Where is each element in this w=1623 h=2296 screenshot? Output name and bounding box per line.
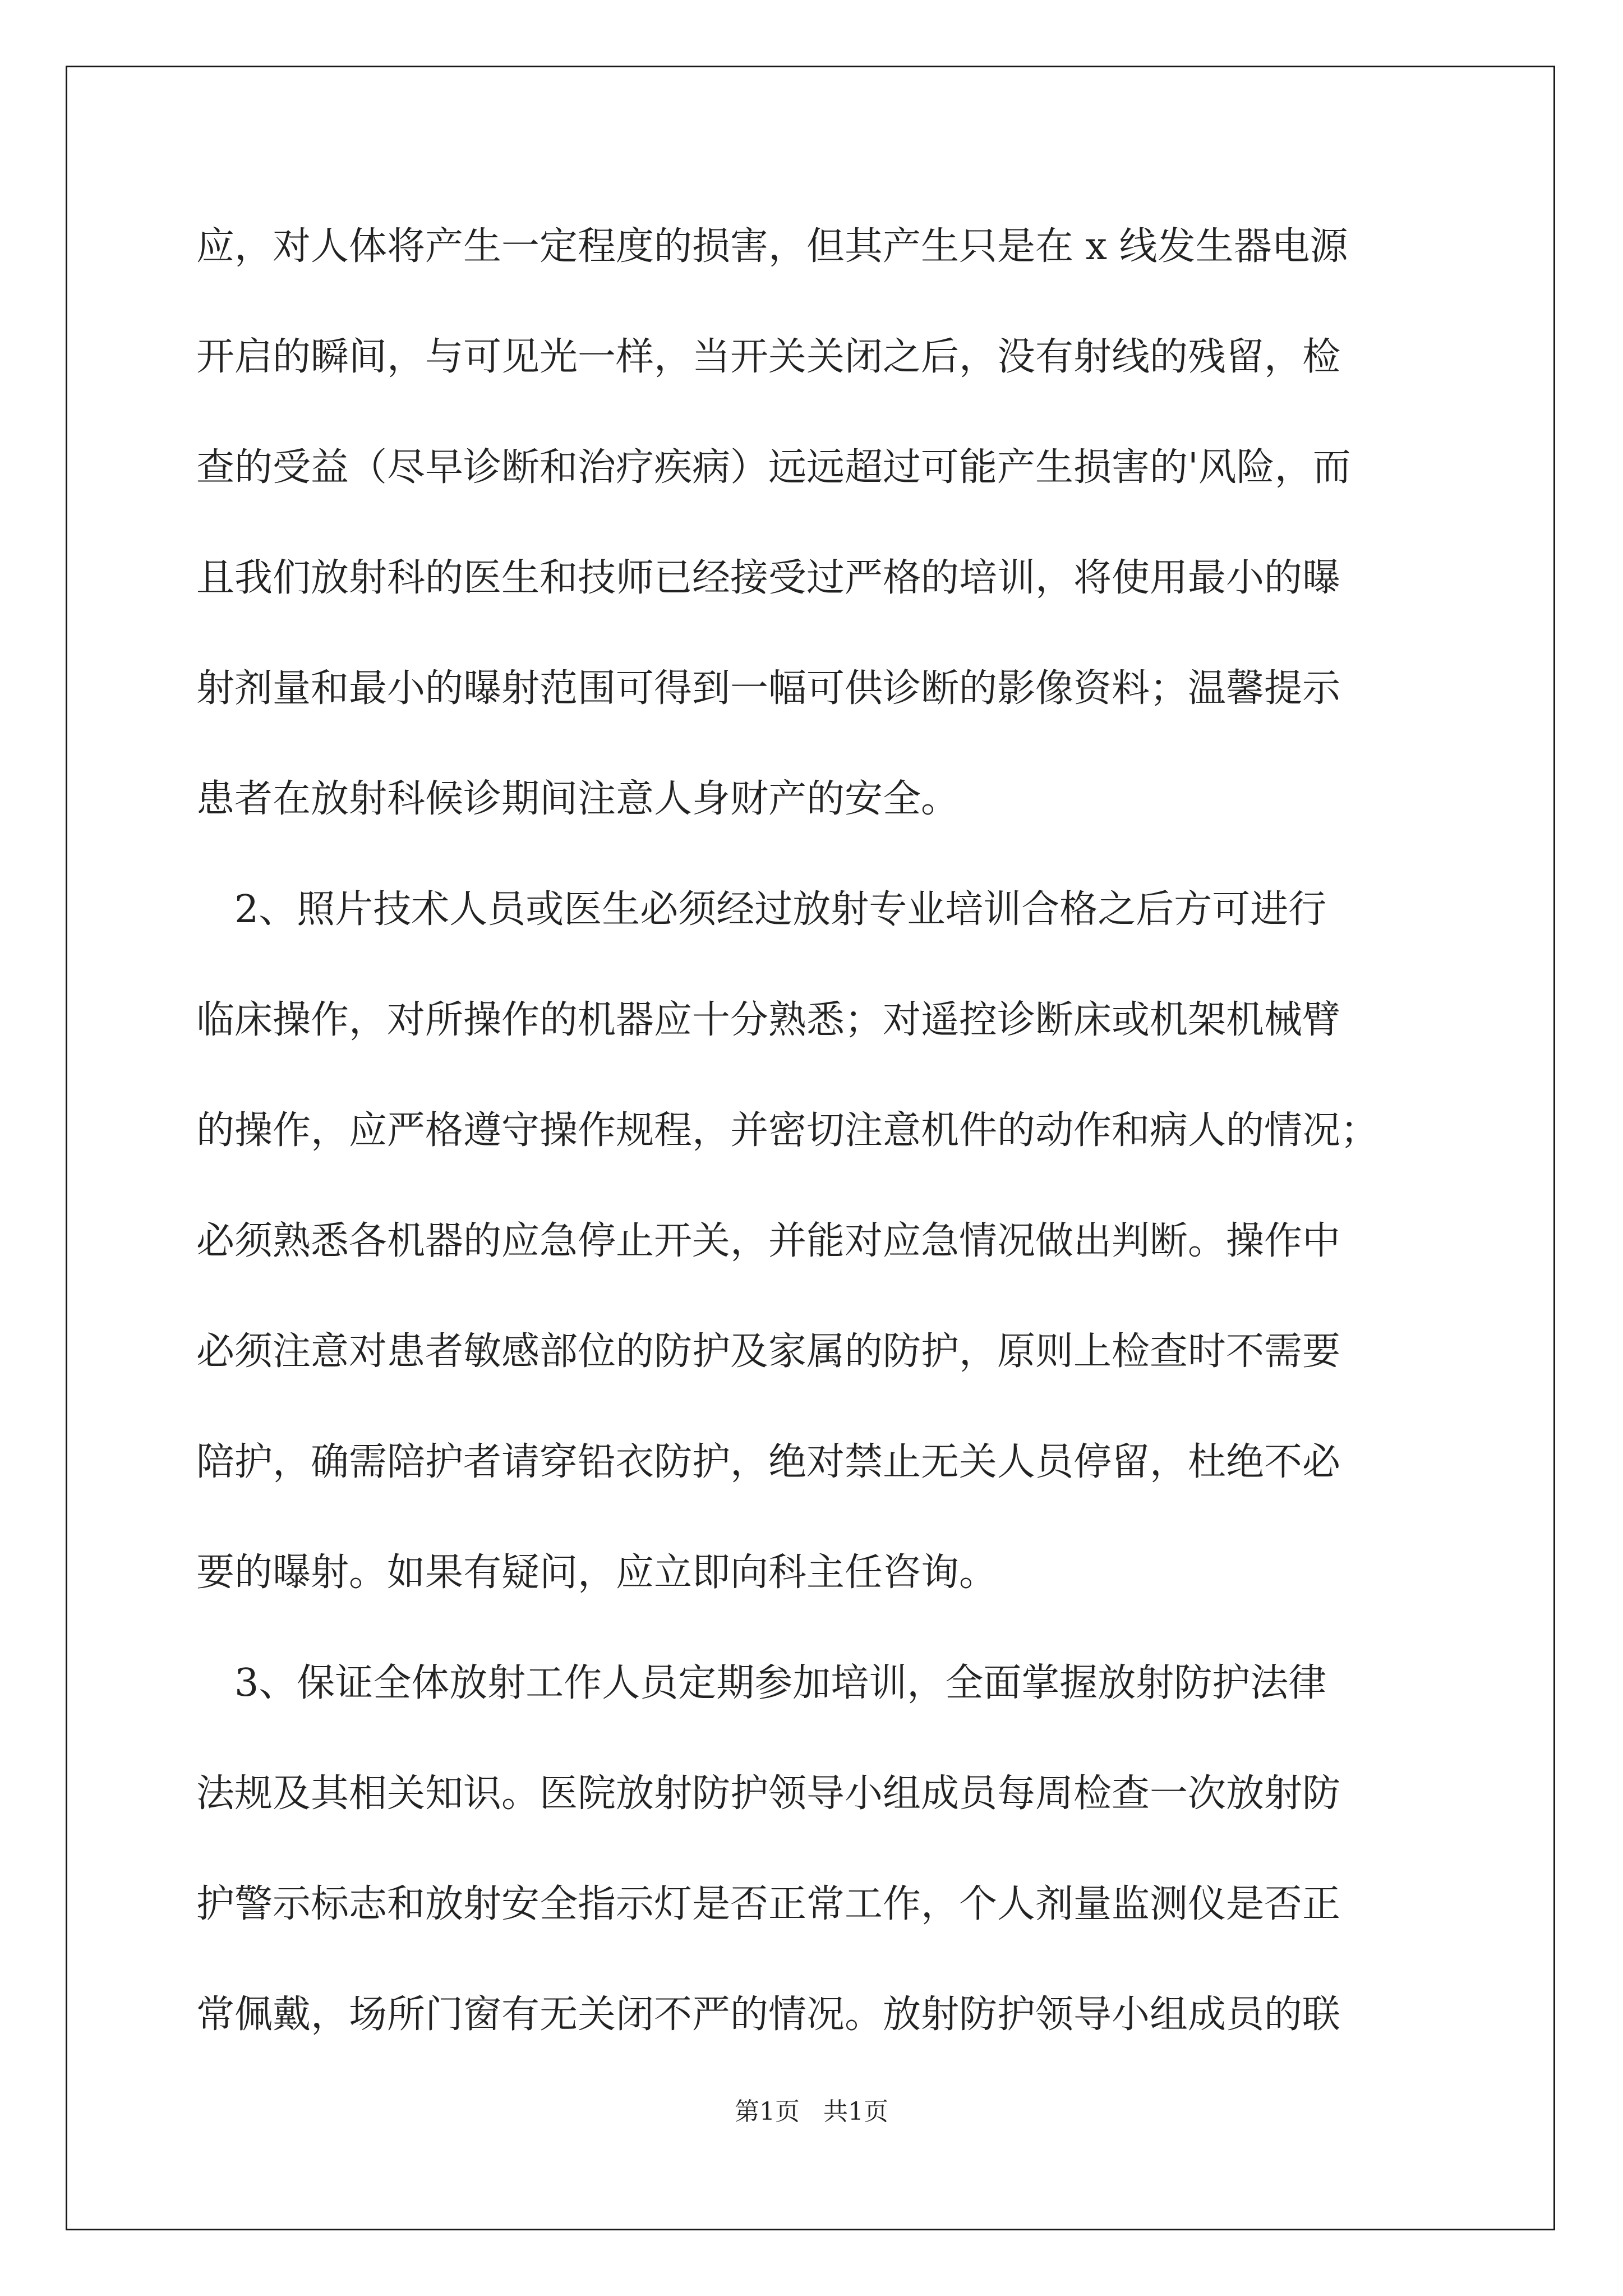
text-line: 法规及其相关知识。医院放射防护领导小组成员每周检查一次放射防 xyxy=(196,1772,1341,1816)
text-line: 常佩戴，场所门窗有无关闭不严的情况。放射防护领导小组成员的联 xyxy=(196,1993,1341,2037)
text-line: 的操作，应严格遵守操作规程，并密切注意机件的动作和病人的情况； xyxy=(196,1108,1379,1153)
text-line: 开启的瞬间，与可见光一样，当开关关闭之后，没有射线的残留，检 xyxy=(196,335,1341,379)
text-line: 3、保证全体放射工作人员定期参加培训，全面掌握放射防护法律 xyxy=(196,1661,1327,1705)
text-line: 护警示标志和放射安全指示灯是否正常工作，个人剂量监测仪是否正 xyxy=(196,1882,1341,1926)
text-line: 必须熟悉各机器的应急停止开关，并能对应急情况做出判断。操作中 xyxy=(196,1219,1341,1263)
text-line: 射剂量和最小的曝射范围可得到一幅可供诊断的影像资料；温馨提示 xyxy=(196,666,1341,711)
text-line: 要的曝射。如果有疑问，应立即向科主任咨询。 xyxy=(196,1550,998,1595)
text-line: 陪护，确需陪护者请穿铅衣防护，绝对禁止无关人员停留，杜绝不必 xyxy=(196,1440,1341,1484)
text-line: 必须注意对患者敏感部位的防护及家属的防护，原则上检查时不需要 xyxy=(196,1329,1341,1374)
text-line: 临床操作，对所操作的机器应十分熟悉；对遥控诊断床或机架机械臂 xyxy=(196,998,1341,1042)
text-line: 2、照片技术人员或医生必须经过放射专业培训合格之后方可进行 xyxy=(196,887,1327,932)
text-line: 应，对人体将产生一定程度的损害，但其产生只是在 x 线发生器电源 xyxy=(196,224,1348,269)
text-line: 且我们放射科的医生和技师已经接受过严格的培训，将使用最小的曝 xyxy=(196,556,1341,600)
page-number-footer: 第1页 共1页 xyxy=(735,2097,888,2126)
text-line: 查的受益（尽早诊断和治疗疾病）远远超过可能产生损害的'风险，而 xyxy=(196,445,1351,490)
text-line: 患者在放射科候诊期间注意人身财产的安全。 xyxy=(196,777,960,821)
